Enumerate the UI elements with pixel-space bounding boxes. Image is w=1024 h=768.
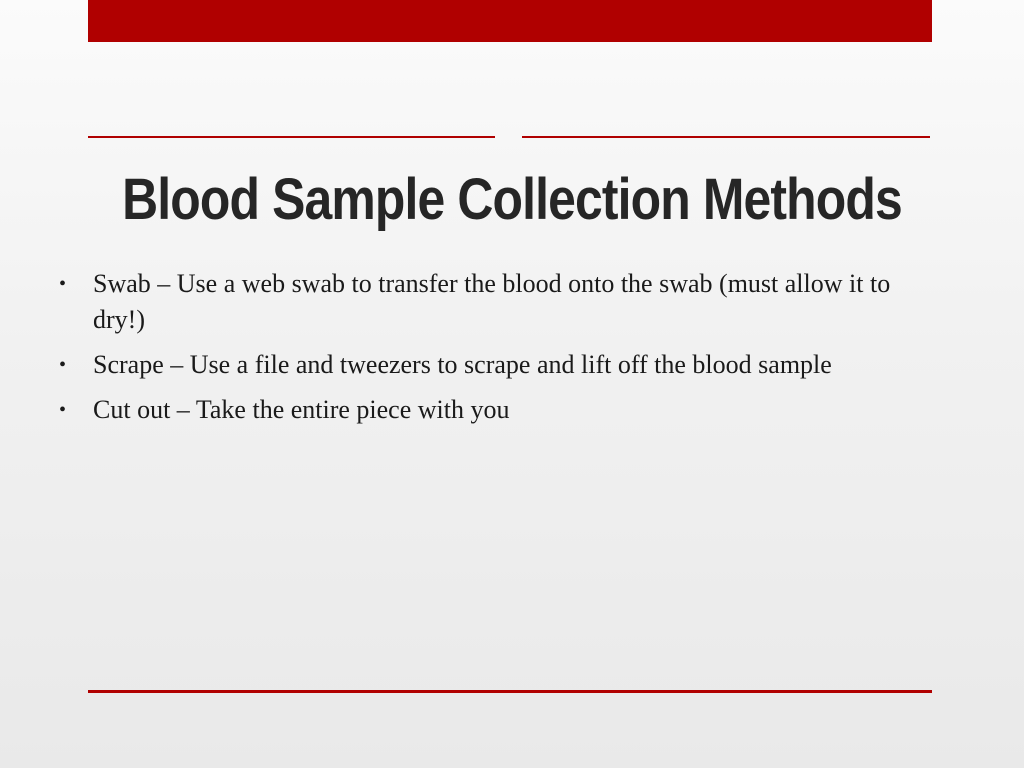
bullet-dot-icon: • <box>59 399 67 421</box>
bullet-item-cut-out <box>56 392 926 428</box>
bullet-list <box>56 266 926 437</box>
slide-title: Blood Sample Collection Methods <box>122 167 902 232</box>
bullet-text: Cut out – Take the entire piece with you <box>93 395 510 424</box>
title-rule-right <box>522 136 930 138</box>
bullet-dot-icon: • <box>59 273 67 295</box>
top-accent-bar <box>88 0 932 42</box>
bullet-text: Swab – Use a web swab to transfer the blood onto the swab (must allow it to dry!) <box>93 269 891 334</box>
bullet-dot-icon: • <box>59 354 67 376</box>
bullet-item-scrape <box>56 347 926 383</box>
title-rule-left <box>88 136 495 138</box>
footer-rule <box>88 690 932 693</box>
bullet-text: Scrape – Use a file and tweezers to scrape and lift off the blood sample <box>93 350 832 379</box>
bullet-item-swab <box>56 266 926 338</box>
